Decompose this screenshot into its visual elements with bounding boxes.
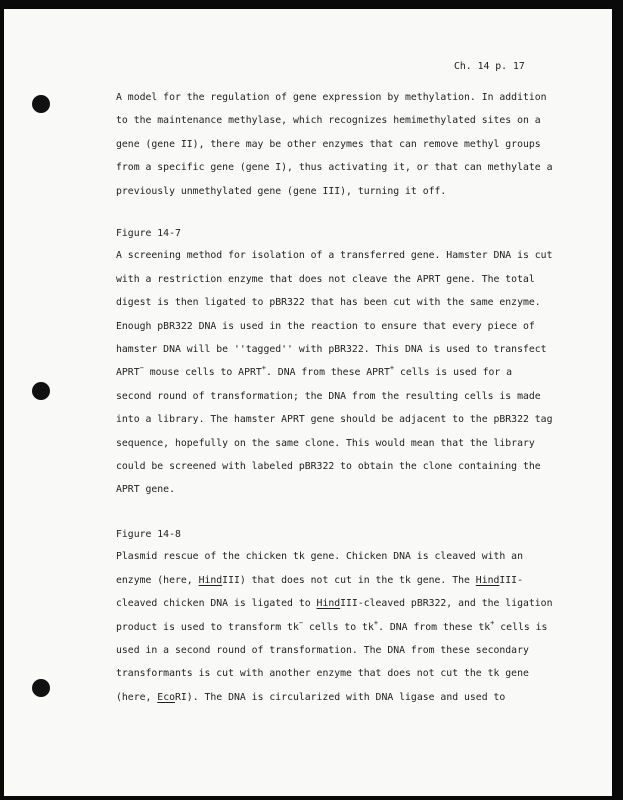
caption-line: into a library. The hamster APRT gene should be adjacent to the pBR322 tag [116, 414, 553, 426]
methylation-paragraph [116, 86, 553, 203]
figure-title: Figure 14-8 [116, 529, 181, 540]
caption-line: sequence, hopefully on the same clone. This would mean that the library [116, 437, 535, 449]
document-page [4, 9, 612, 796]
caption-line: Enough pBR322 DNA is used in the reaction to ensure that every piece of [116, 320, 535, 332]
caption-line: used in a second round of transformation. The DNA from these secondary [116, 645, 529, 657]
paragraph-line: A model for the regulation of gene expression by methylation. In addition [116, 92, 547, 103]
caption-line: digest is then ligated to pBR322 that has been cut with the same enzyme. [116, 297, 541, 309]
caption-line: could be screened with labeled pBR322 to obtain the clone containing the [116, 461, 541, 473]
punch-hole-bottom [32, 679, 50, 697]
caption-line: Plasmid rescue of the chicken tk gene. Chicken DNA is cleaved with an [116, 551, 523, 563]
caption-line: A screening method for isolation of a transferred gene. Hamster DNA is cut [116, 250, 553, 262]
caption-line: with a restriction enzyme that does not cleave the APRT gene. The total [116, 273, 535, 285]
paragraph-line: gene (gene II), there may be other enzymes that can remove methyl groups [116, 138, 541, 150]
page-reference: Ch. 14 p. 17 [454, 61, 525, 72]
paragraph-line: to the maintenance methylase, which recognizes hemimethylated sites on a [116, 115, 541, 127]
paragraph-line: from a specific gene (gene I), thus activating it, or that can methylate a [116, 162, 553, 174]
figure-title: Figure 14-7 [116, 228, 181, 239]
caption-line: cleaved chicken DNA is ligated to HindIII-cleaved pBR322, and the ligation [116, 598, 553, 610]
caption-line: enzyme (here, HindIII) that does not cut in the tk gene. The HindIII- [116, 574, 523, 586]
figure-14-7-caption [116, 222, 553, 502]
figure-14-8-caption [116, 523, 553, 709]
caption-line: transformants is cut with another enzyme that does not cut the tk gene [116, 668, 529, 680]
caption-line: second round of transformation; the DNA from the resulting cells is made [116, 390, 541, 402]
paragraph-line: previously unmethylated gene (gene III), turning it off. [116, 185, 447, 197]
punch-hole-middle [32, 382, 50, 400]
caption-line: APRT gene. [116, 484, 175, 496]
caption-line: (here, EcoRI). The DNA is circularized with DNA ligase and used to [116, 691, 506, 703]
caption-line: product is used to transform tk− cells to tk+. DNA from these tk+ cells is [116, 618, 548, 633]
caption-line: hamster DNA will be ''tagged'' with pBR322. This DNA is used to transfect [116, 344, 547, 356]
punch-hole-top [32, 95, 50, 113]
caption-line: APRT− mouse cells to APRT+. DNA from these APRT+ cells is used for a [116, 364, 513, 379]
